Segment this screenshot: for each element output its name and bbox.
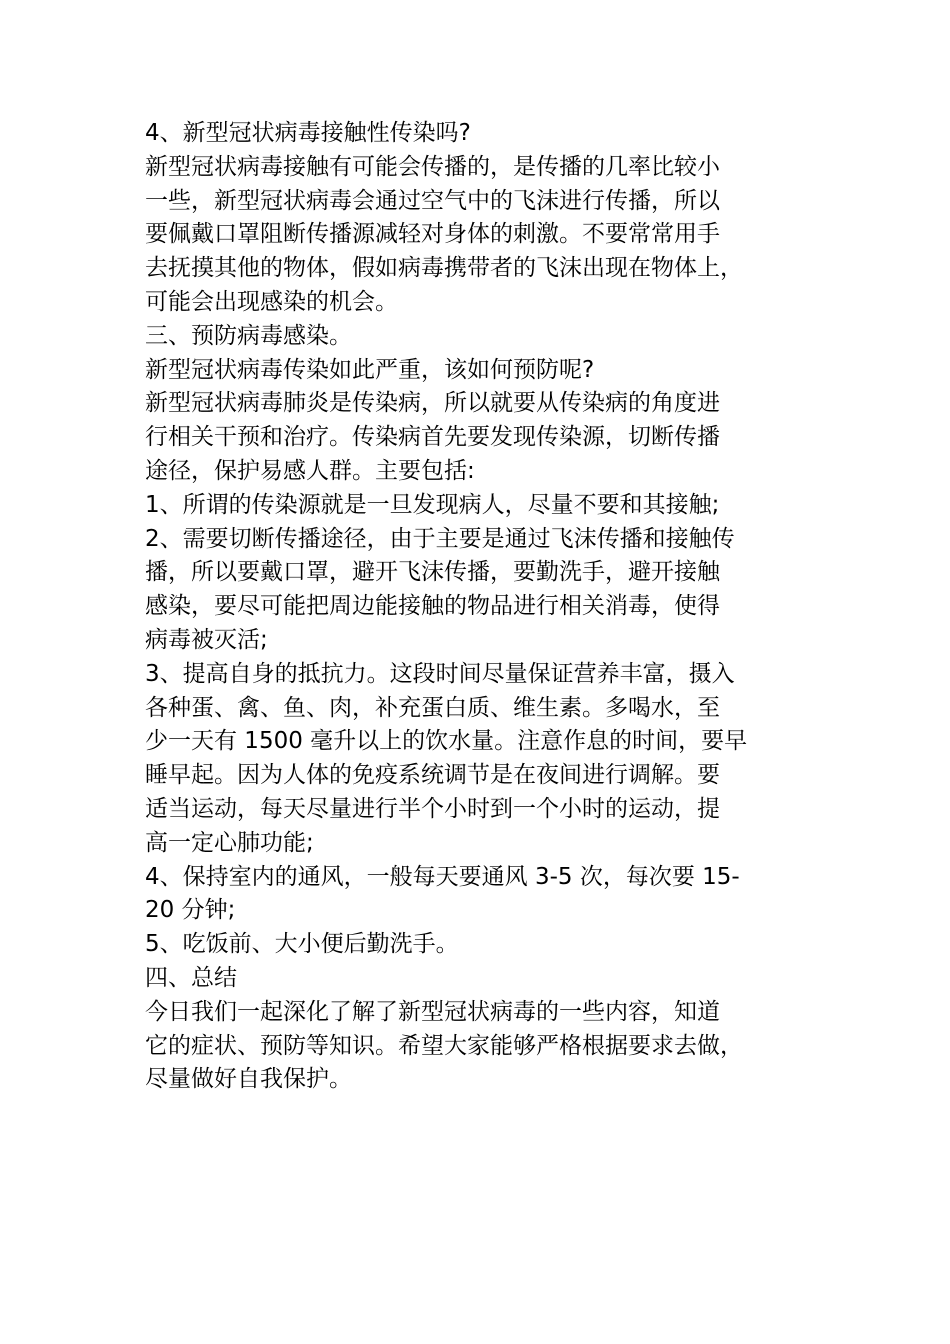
list-item-2-cont: 病毒被灭活; xyxy=(145,626,268,653)
paragraph-line: 一些，新型冠状病毒会通过空气中的飞沫进行传播，所以 xyxy=(145,187,720,214)
list-item-3-cont: 睡早起。因为人体的免疫系统调节是在夜间进行调解。要 xyxy=(145,762,720,789)
list-item-3-cont: 少一天有 1500 毫升以上的饮水量。注意作息的时间，要早 xyxy=(145,728,748,755)
list-item-2: 2、需要切断传播途径，由于主要是通过飞沫传播和接触传 xyxy=(145,525,735,552)
section-heading-summary: 四、总结 xyxy=(145,964,237,991)
paragraph-line: 可能会出现感染的机会。 xyxy=(145,288,398,315)
paragraph-line: 它的症状、预防等知识。希望大家能够严格根据要求去做， xyxy=(145,1032,743,1059)
paragraph-line: 今日我们一起深化了解了新型冠状病毒的一些内容，知道 xyxy=(145,998,720,1025)
paragraph-line: 行相关干预和治疗。传染病首先要发现传染源，切断传播 xyxy=(145,424,720,451)
list-item-4: 4、保持室内的通风，一般每天要通风 3-5 次，每次要 15- xyxy=(145,863,740,890)
paragraph-line: 新型冠状病毒肺炎是传染病，所以就要从传染病的角度进 xyxy=(145,390,720,417)
paragraph-line: 途径，保护易感人群。主要包括: xyxy=(145,457,475,484)
heading-q4: 4、新型冠状病毒接触性传染吗? xyxy=(145,120,471,146)
list-item-3: 3、提高自身的抵抗力。这段时间尽量保证营养丰富，摄入 xyxy=(145,660,735,687)
document-body xyxy=(145,117,805,1097)
list-item-3-cont: 适当运动，每天尽量进行半个小时到一个小时的运动，提 xyxy=(145,795,720,822)
list-item-5: 5、吃饭前、大小便后勤洗手。 xyxy=(145,931,459,958)
paragraph-line: 要佩戴口罩阻断传播源减轻对身体的刺激。不要常常用手 xyxy=(145,221,720,248)
paragraph-line: 新型冠状病毒传染如此严重，该如何预防呢? xyxy=(145,356,595,383)
list-item-3-cont: 高一定心肺功能; xyxy=(145,829,314,856)
paragraph-line: 尽量做好自我保护。 xyxy=(145,1066,352,1093)
paragraph-line: 去抚摸其他的物体，假如病毒携带者的飞沫出现在物体上， xyxy=(145,255,743,282)
list-item-1: 1、所谓的传染源就是一旦发现病人，尽量不要和其接触; xyxy=(145,491,720,518)
paragraph-line: 新型冠状病毒接触有可能会传播的，是传播的几率比较小 xyxy=(145,153,720,180)
list-item-2-cont: 感染，要尽可能把周边能接触的物品进行相关消毒，使得 xyxy=(145,593,720,620)
list-item-2-cont: 播，所以要戴口罩，避开飞沫传播，要勤洗手，避开接触 xyxy=(145,559,720,586)
list-item-3-cont: 各种蛋、禽、鱼、肉，补充蛋白质、维生素。多喝水，至 xyxy=(145,694,720,721)
list-item-4-cont: 20 分钟; xyxy=(145,897,236,924)
section-heading-prevention: 三、预防病毒感染。 xyxy=(145,322,352,349)
